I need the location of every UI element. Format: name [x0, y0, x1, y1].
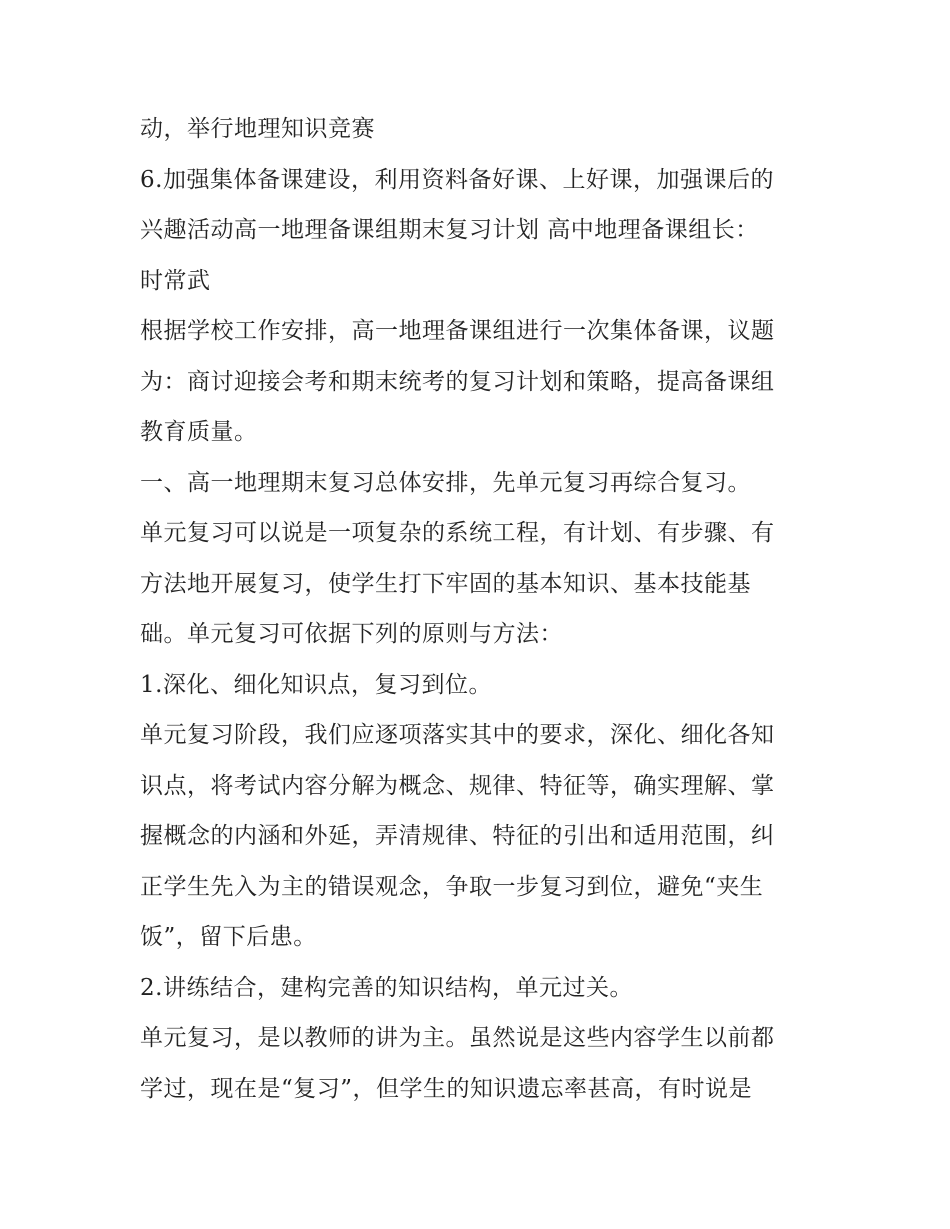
text-line: 识点，将考试内容分解为概念、规律、特征等，确实理解、掌 [140, 772, 775, 799]
text-line: 时常武 [140, 267, 211, 294]
subsection-heading: 2.讲练结合，建构完善的知识结构，单元过关。 [140, 974, 633, 1001]
document-body [140, 104, 820, 1114]
text-line: 握概念的内涵和外延，弄清规律、特征的引出和适用范围，纠 [140, 823, 775, 849]
section-heading: 一、高一地理期末复习总体安排，先单元复习再综合复习。 [140, 469, 751, 496]
text-line: 正学生先入为主的错误观念，争取一步复习到位，避免“夹生 [140, 873, 764, 900]
text-line: 兴趣活动高一地理备课组期末复习计划 高中地理备课组长： [140, 217, 759, 243]
text-line: 动，举行地理知识竞赛 [140, 116, 375, 142]
text-line: 单元复习可以说是一项复杂的系统工程，有计划、有步骤、有 [140, 520, 775, 546]
text-line: 学过，现在是“复习”，但学生的知识遗忘率甚高，有时说是 [140, 1075, 753, 1102]
text-line: 6.加强集体备课建设，利用资料备好课、上好课，加强课后的 [140, 166, 774, 193]
text-line: 单元复习，是以教师的讲为主。虽然说是这些内容学生以前都 [140, 1025, 775, 1051]
text-line: 根据学校工作安排，高一地理备课组进行一次集体备课，议题 [140, 318, 775, 344]
text-line: 饭”，留下后患。 [140, 924, 317, 950]
text-line: 础。单元复习可依据下列的原则与方法： [140, 621, 563, 647]
text-line: 教育质量。 [140, 419, 258, 445]
text-line: 方法地开展复习，使学生打下牢固的基本知识、基本技能基 [140, 570, 751, 597]
text-line: 为：商讨迎接会考和期末统考的复习计划和策略，提高备课组 [140, 368, 775, 395]
subsection-heading: 1.深化、细化知识点，复习到位。 [140, 671, 492, 698]
text-line: 单元复习阶段，我们应逐项落实其中的要求，深化、细化各知 [140, 722, 775, 748]
